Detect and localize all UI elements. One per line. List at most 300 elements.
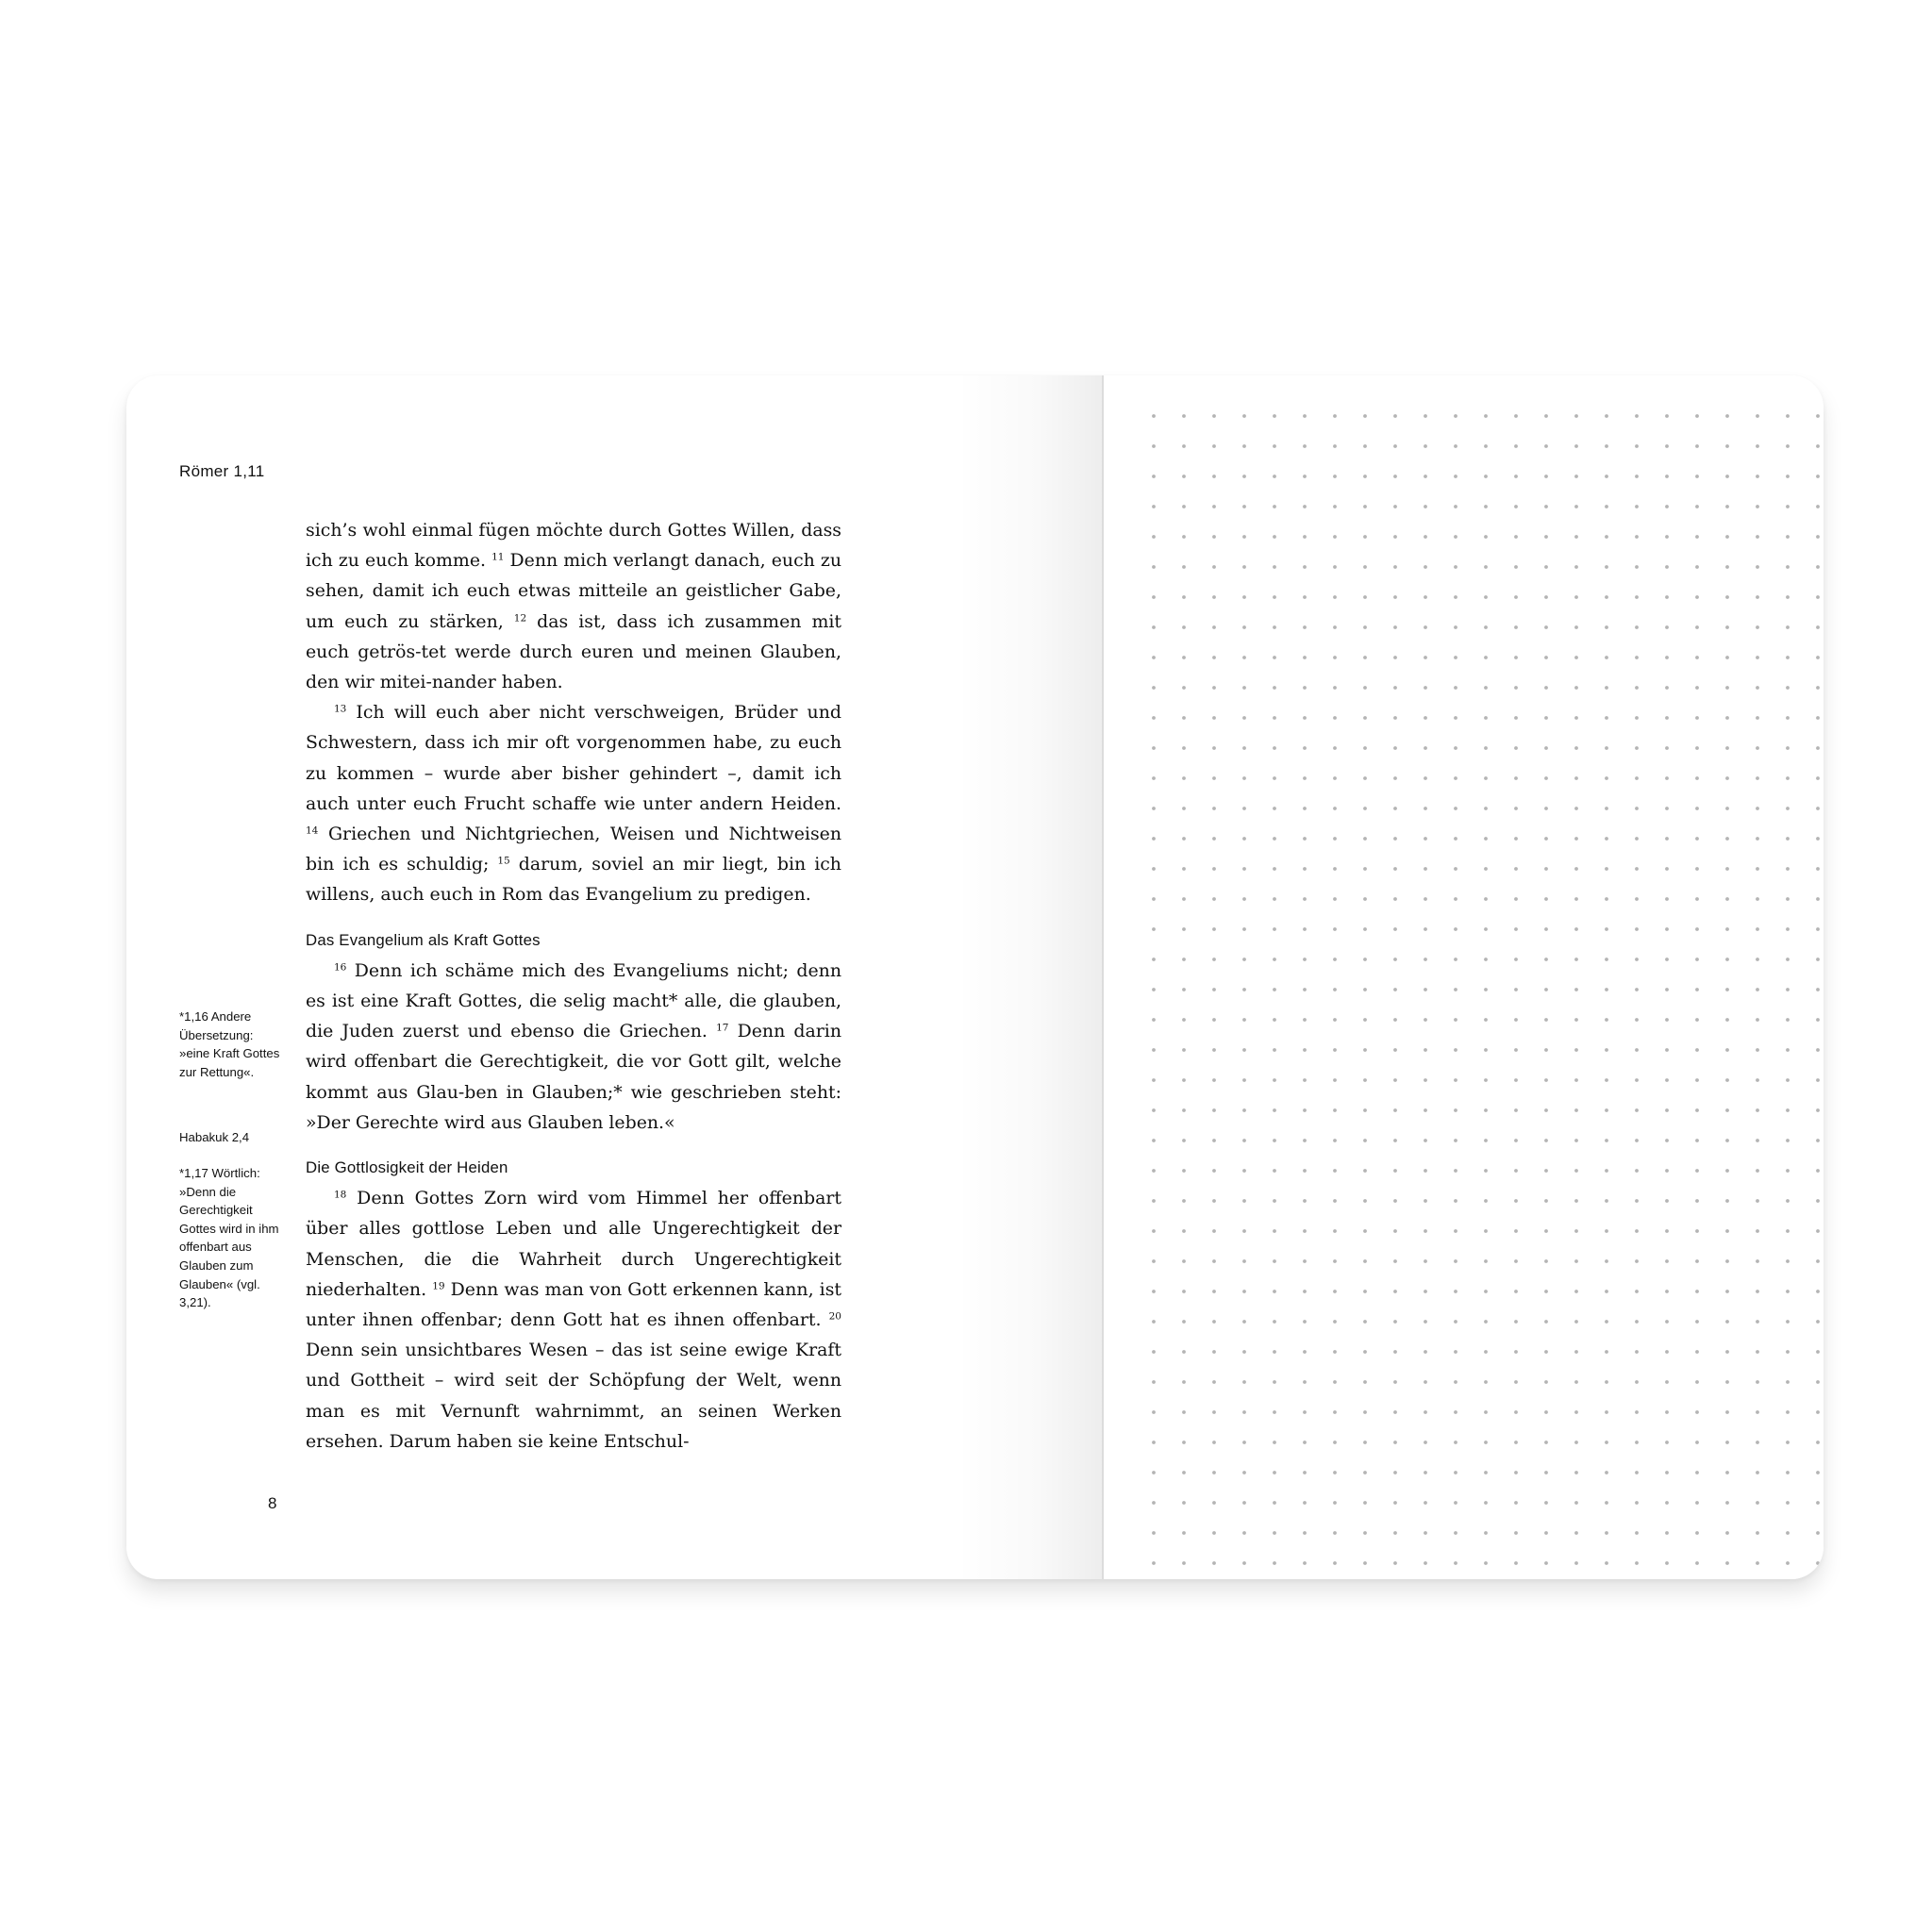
grid-dot xyxy=(1152,444,1156,448)
grid-dot xyxy=(1786,1531,1790,1535)
paragraph-2 xyxy=(306,697,841,909)
grid-dot xyxy=(1363,686,1367,690)
grid-dot xyxy=(1786,1561,1790,1565)
grid-dot xyxy=(1363,1290,1367,1293)
grid-dot xyxy=(1484,535,1488,539)
grid-dot xyxy=(1484,807,1488,810)
text-run: Ich will euch aber nicht verschweigen, Brüder und Schwestern, dass ich mir oft vorgenommen habe, zu euch zu kommen – wurde aber bisher gehindert –, damit ich auch unter euch Frucht schaffe wie unter andern Heiden. xyxy=(306,702,841,814)
grid-dot xyxy=(1242,1350,1246,1354)
grid-dot xyxy=(1242,656,1246,659)
grid-dot xyxy=(1363,1350,1367,1354)
grid-dot xyxy=(1454,1380,1457,1384)
grid-dot xyxy=(1574,1018,1578,1022)
grid-dot xyxy=(1152,1259,1156,1263)
grid-dot xyxy=(1514,988,1518,991)
grid-dot xyxy=(1756,1259,1759,1263)
grid-dot xyxy=(1756,1501,1759,1505)
grid-dot xyxy=(1514,595,1518,599)
grid-dot xyxy=(1242,1229,1246,1233)
grid-dot xyxy=(1756,1350,1759,1354)
grid-dot xyxy=(1242,1380,1246,1384)
grid-dot xyxy=(1574,1199,1578,1203)
grid-dot xyxy=(1363,1018,1367,1022)
grid-dot xyxy=(1182,988,1186,991)
grid-dot xyxy=(1756,867,1759,871)
grid-dot xyxy=(1333,1169,1337,1173)
grid-dot xyxy=(1635,716,1639,720)
text-run: darum, soviel an mir liegt, bin ich willens, auch euch in Rom das Evangelium zu predigen. xyxy=(306,854,841,906)
gutter-shadow xyxy=(957,375,1104,1579)
grid-dot xyxy=(1152,1350,1156,1354)
grid-dot xyxy=(1454,414,1457,418)
grid-dot xyxy=(1816,505,1820,508)
grid-dot xyxy=(1605,686,1608,690)
grid-dot xyxy=(1786,988,1790,991)
grid-dot xyxy=(1605,1410,1608,1414)
grid-dot xyxy=(1454,776,1457,780)
grid-dot xyxy=(1665,1169,1669,1173)
grid-dot xyxy=(1393,595,1397,599)
grid-dot xyxy=(1242,988,1246,991)
grid-dot xyxy=(1635,1501,1639,1505)
grid-dot xyxy=(1393,1199,1397,1203)
text-run: Denn ich schäme mich des Evangeliums nicht; denn es ist eine Kraft Gottes, die selig macht* alle, die glauben, die Juden zuerst und ebenso die Griechen. xyxy=(306,959,841,1042)
grid-dot xyxy=(1514,686,1518,690)
grid-dot xyxy=(1454,1259,1457,1263)
grid-dot xyxy=(1544,656,1548,659)
grid-dot xyxy=(1574,595,1578,599)
grid-dot xyxy=(1574,897,1578,901)
grid-dot xyxy=(1725,565,1729,569)
grid-dot xyxy=(1273,444,1276,448)
grid-dot xyxy=(1212,595,1216,599)
right-page-dot-grid xyxy=(1104,375,1824,1579)
grid-dot xyxy=(1514,1018,1518,1022)
grid-dot xyxy=(1152,595,1156,599)
grid-dot xyxy=(1544,475,1548,478)
grid-dot xyxy=(1544,1350,1548,1354)
grid-dot xyxy=(1393,776,1397,780)
grid-dot xyxy=(1303,807,1307,810)
grid-dot xyxy=(1424,897,1427,901)
grid-dot xyxy=(1635,505,1639,508)
grid-dot xyxy=(1605,1048,1608,1052)
grid-dot xyxy=(1574,475,1578,478)
grid-dot xyxy=(1484,1290,1488,1293)
grid-dot xyxy=(1816,716,1820,720)
grid-dot xyxy=(1695,444,1699,448)
grid-dot xyxy=(1424,776,1427,780)
grid-dot xyxy=(1242,1561,1246,1565)
grid-dot xyxy=(1665,686,1669,690)
grid-dot xyxy=(1454,1139,1457,1142)
grid-dot xyxy=(1333,716,1337,720)
grid-dot xyxy=(1786,475,1790,478)
grid-dot xyxy=(1725,444,1729,448)
grid-dot xyxy=(1363,1139,1367,1142)
grid-dot xyxy=(1514,1441,1518,1444)
grid-dot xyxy=(1273,958,1276,961)
grid-dot xyxy=(1273,867,1276,871)
grid-dot xyxy=(1484,1561,1488,1565)
grid-dot xyxy=(1152,1108,1156,1112)
grid-dot xyxy=(1454,535,1457,539)
grid-dot xyxy=(1454,625,1457,629)
grid-dot xyxy=(1152,1441,1156,1444)
grid-dot xyxy=(1363,1048,1367,1052)
text-run: Denn darin wird offenbart die Gerechtigkeit, die vor Gott gilt, welche kommt aus Glau-ben in Glauben;* wie geschrieben steht: »Der Gerechte wird aus Glauben leben.« xyxy=(306,1021,841,1133)
grid-dot xyxy=(1635,535,1639,539)
grid-dot xyxy=(1574,1229,1578,1233)
grid-dot xyxy=(1756,1018,1759,1022)
grid-dot xyxy=(1695,565,1699,569)
grid-dot xyxy=(1514,625,1518,629)
grid-dot xyxy=(1695,1531,1699,1535)
grid-dot xyxy=(1212,1108,1216,1112)
grid-dot xyxy=(1152,776,1156,780)
grid-dot xyxy=(1635,1471,1639,1474)
grid-dot xyxy=(1816,1531,1820,1535)
grid-dot xyxy=(1544,565,1548,569)
grid-dot xyxy=(1695,1561,1699,1565)
grid-dot xyxy=(1333,807,1337,810)
grid-dot xyxy=(1544,1259,1548,1263)
grid-dot xyxy=(1786,1259,1790,1263)
grid-dot xyxy=(1695,958,1699,961)
grid-dot xyxy=(1363,746,1367,750)
grid-dot xyxy=(1816,475,1820,478)
grid-dot xyxy=(1605,625,1608,629)
grid-dot xyxy=(1695,1229,1699,1233)
grid-dot xyxy=(1393,1531,1397,1535)
grid-dot xyxy=(1152,1229,1156,1233)
grid-dot xyxy=(1212,1561,1216,1565)
grid-dot xyxy=(1786,897,1790,901)
grid-dot xyxy=(1484,988,1488,991)
grid-dot xyxy=(1182,1410,1186,1414)
dot-grid xyxy=(1104,375,1824,1579)
grid-dot xyxy=(1212,1078,1216,1082)
grid-dot xyxy=(1665,716,1669,720)
grid-dot xyxy=(1514,444,1518,448)
grid-dot xyxy=(1454,1410,1457,1414)
grid-dot xyxy=(1665,1380,1669,1384)
grid-dot xyxy=(1242,1169,1246,1173)
grid-dot xyxy=(1182,595,1186,599)
grid-dot xyxy=(1544,1561,1548,1565)
grid-dot xyxy=(1635,1169,1639,1173)
grid-dot xyxy=(1333,1259,1337,1263)
grid-dot xyxy=(1182,1501,1186,1505)
grid-dot xyxy=(1303,837,1307,841)
grid-dot xyxy=(1333,1018,1337,1022)
grid-dot xyxy=(1363,1078,1367,1082)
grid-dot xyxy=(1393,444,1397,448)
grid-dot xyxy=(1242,1501,1246,1505)
grid-dot xyxy=(1635,625,1639,629)
grid-dot xyxy=(1816,1108,1820,1112)
grid-dot xyxy=(1605,535,1608,539)
paragraph-1 xyxy=(306,515,841,697)
grid-dot xyxy=(1242,958,1246,961)
grid-dot xyxy=(1182,625,1186,629)
grid-dot xyxy=(1393,1561,1397,1565)
grid-dot xyxy=(1484,656,1488,659)
grid-dot xyxy=(1635,1229,1639,1233)
grid-dot xyxy=(1242,807,1246,810)
grid-dot xyxy=(1665,1259,1669,1263)
grid-dot xyxy=(1665,656,1669,659)
grid-dot xyxy=(1484,1169,1488,1173)
grid-dot xyxy=(1514,867,1518,871)
grid-dot xyxy=(1514,1078,1518,1082)
grid-dot xyxy=(1333,837,1337,841)
grid-dot xyxy=(1816,535,1820,539)
grid-dot xyxy=(1454,958,1457,961)
grid-dot xyxy=(1635,475,1639,478)
grid-dot xyxy=(1303,1380,1307,1384)
grid-dot xyxy=(1695,746,1699,750)
grid-dot xyxy=(1454,1078,1457,1082)
grid-dot xyxy=(1665,1139,1669,1142)
grid-dot xyxy=(1333,444,1337,448)
grid-dot xyxy=(1816,1410,1820,1414)
grid-dot xyxy=(1816,927,1820,931)
grid-dot xyxy=(1182,1078,1186,1082)
grid-dot xyxy=(1273,776,1276,780)
page-number: 8 xyxy=(268,1494,277,1512)
grid-dot xyxy=(1333,1501,1337,1505)
grid-dot xyxy=(1695,625,1699,629)
grid-dot xyxy=(1605,1380,1608,1384)
grid-dot xyxy=(1514,1139,1518,1142)
grid-dot xyxy=(1725,1108,1729,1112)
grid-dot xyxy=(1786,625,1790,629)
grid-dot xyxy=(1635,897,1639,901)
grid-dot xyxy=(1363,897,1367,901)
grid-dot xyxy=(1695,867,1699,871)
grid-dot xyxy=(1182,1229,1186,1233)
grid-dot xyxy=(1393,1501,1397,1505)
grid-dot xyxy=(1514,1531,1518,1535)
grid-dot xyxy=(1786,1410,1790,1414)
grid-dot xyxy=(1484,565,1488,569)
grid-dot xyxy=(1574,625,1578,629)
grid-dot xyxy=(1242,444,1246,448)
grid-dot xyxy=(1424,1229,1427,1233)
grid-dot xyxy=(1786,1199,1790,1203)
grid-dot xyxy=(1182,1139,1186,1142)
grid-dot xyxy=(1363,595,1367,599)
grid-dot xyxy=(1756,595,1759,599)
grid-dot xyxy=(1665,958,1669,961)
grid-dot xyxy=(1273,475,1276,478)
grid-dot xyxy=(1544,1320,1548,1324)
grid-dot xyxy=(1152,565,1156,569)
grid-dot xyxy=(1725,1561,1729,1565)
grid-dot xyxy=(1816,625,1820,629)
grid-dot xyxy=(1635,1290,1639,1293)
grid-dot xyxy=(1665,1229,1669,1233)
grid-dot xyxy=(1152,1078,1156,1082)
grid-dot xyxy=(1756,444,1759,448)
grid-dot xyxy=(1544,686,1548,690)
verse-number: 16 xyxy=(334,961,347,974)
grid-dot xyxy=(1424,1410,1427,1414)
grid-dot xyxy=(1484,595,1488,599)
grid-dot xyxy=(1273,1259,1276,1263)
grid-dot xyxy=(1635,958,1639,961)
grid-dot xyxy=(1484,958,1488,961)
grid-dot xyxy=(1725,1380,1729,1384)
grid-dot xyxy=(1544,1290,1548,1293)
grid-dot xyxy=(1816,837,1820,841)
grid-dot xyxy=(1303,1531,1307,1535)
grid-dot xyxy=(1544,807,1548,810)
grid-dot xyxy=(1424,1561,1427,1565)
grid-dot xyxy=(1454,837,1457,841)
grid-dot xyxy=(1333,656,1337,659)
grid-dot xyxy=(1514,1410,1518,1414)
grid-dot xyxy=(1152,1471,1156,1474)
grid-dot xyxy=(1333,1108,1337,1112)
grid-dot xyxy=(1574,807,1578,810)
grid-dot xyxy=(1393,625,1397,629)
grid-dot xyxy=(1756,535,1759,539)
grid-dot xyxy=(1273,565,1276,569)
grid-dot xyxy=(1454,867,1457,871)
grid-dot xyxy=(1544,1199,1548,1203)
grid-dot xyxy=(1786,807,1790,810)
grid-dot xyxy=(1333,927,1337,931)
grid-dot xyxy=(1242,1320,1246,1324)
grid-dot xyxy=(1182,958,1186,961)
grid-dot xyxy=(1242,1199,1246,1203)
grid-dot xyxy=(1484,1048,1488,1052)
grid-dot xyxy=(1333,776,1337,780)
grid-dot xyxy=(1333,475,1337,478)
grid-dot xyxy=(1574,565,1578,569)
grid-dot xyxy=(1635,414,1639,418)
grid-dot xyxy=(1816,867,1820,871)
grid-dot xyxy=(1303,1320,1307,1324)
grid-dot xyxy=(1725,1259,1729,1263)
grid-dot xyxy=(1725,1229,1729,1233)
grid-dot xyxy=(1393,535,1397,539)
grid-dot xyxy=(1635,1531,1639,1535)
grid-dot xyxy=(1424,1531,1427,1535)
grid-dot xyxy=(1182,776,1186,780)
grid-dot xyxy=(1484,686,1488,690)
grid-dot xyxy=(1695,1501,1699,1505)
grid-dot xyxy=(1695,1139,1699,1142)
grid-dot xyxy=(1544,867,1548,871)
grid-dot xyxy=(1454,444,1457,448)
grid-dot xyxy=(1816,746,1820,750)
grid-dot xyxy=(1756,1471,1759,1474)
grid-dot xyxy=(1393,897,1397,901)
grid-dot xyxy=(1786,1169,1790,1173)
grid-dot xyxy=(1363,837,1367,841)
grid-dot xyxy=(1333,988,1337,991)
grid-dot xyxy=(1182,807,1186,810)
grid-dot xyxy=(1635,565,1639,569)
grid-dot xyxy=(1605,1108,1608,1112)
grid-dot xyxy=(1544,988,1548,991)
grid-dot xyxy=(1242,595,1246,599)
grid-dot xyxy=(1303,686,1307,690)
grid-dot xyxy=(1544,1078,1548,1082)
grid-dot xyxy=(1605,595,1608,599)
grid-dot xyxy=(1333,505,1337,508)
grid-dot xyxy=(1152,1048,1156,1052)
grid-dot xyxy=(1635,1139,1639,1142)
grid-dot xyxy=(1484,475,1488,478)
grid-dot xyxy=(1665,1320,1669,1324)
grid-dot xyxy=(1333,867,1337,871)
grid-dot xyxy=(1333,1380,1337,1384)
grid-dot xyxy=(1393,686,1397,690)
grid-dot xyxy=(1242,746,1246,750)
grid-dot xyxy=(1786,414,1790,418)
grid-dot xyxy=(1816,1259,1820,1263)
grid-dot xyxy=(1605,414,1608,418)
grid-dot xyxy=(1212,837,1216,841)
grid-dot xyxy=(1605,867,1608,871)
grid-dot xyxy=(1816,958,1820,961)
grid-dot xyxy=(1574,656,1578,659)
grid-dot xyxy=(1725,1410,1729,1414)
grid-dot xyxy=(1454,565,1457,569)
text-run: das ist, dass ich zusammen mit euch getrös-tet werde durch euren und meinen Glauben, den wir mitei-nander haben. xyxy=(306,610,841,693)
grid-dot xyxy=(1212,505,1216,508)
grid-dot xyxy=(1786,444,1790,448)
grid-dot xyxy=(1242,1441,1246,1444)
grid-dot xyxy=(1152,535,1156,539)
grid-dot xyxy=(1665,595,1669,599)
grid-dot xyxy=(1665,1501,1669,1505)
grid-dot xyxy=(1635,776,1639,780)
grid-dot xyxy=(1212,1018,1216,1022)
grid-dot xyxy=(1544,897,1548,901)
grid-dot xyxy=(1393,1410,1397,1414)
grid-dot xyxy=(1182,1471,1186,1474)
grid-dot xyxy=(1605,1290,1608,1293)
grid-dot xyxy=(1605,1259,1608,1263)
grid-dot xyxy=(1424,746,1427,750)
grid-dot xyxy=(1514,958,1518,961)
grid-dot xyxy=(1544,1410,1548,1414)
grid-dot xyxy=(1725,1531,1729,1535)
grid-dot xyxy=(1695,505,1699,508)
grid-dot xyxy=(1424,1501,1427,1505)
grid-dot xyxy=(1605,1501,1608,1505)
grid-dot xyxy=(1725,1320,1729,1324)
grid-dot xyxy=(1605,1018,1608,1022)
grid-dot xyxy=(1273,535,1276,539)
grid-dot xyxy=(1484,1441,1488,1444)
grid-dot xyxy=(1454,1048,1457,1052)
grid-dot xyxy=(1605,776,1608,780)
grid-dot xyxy=(1544,535,1548,539)
grid-dot xyxy=(1756,1531,1759,1535)
grid-dot xyxy=(1424,1471,1427,1474)
grid-dot xyxy=(1544,1380,1548,1384)
grid-dot xyxy=(1303,505,1307,508)
grid-dot xyxy=(1363,1259,1367,1263)
grid-dot xyxy=(1242,1471,1246,1474)
body-text xyxy=(306,515,841,1457)
